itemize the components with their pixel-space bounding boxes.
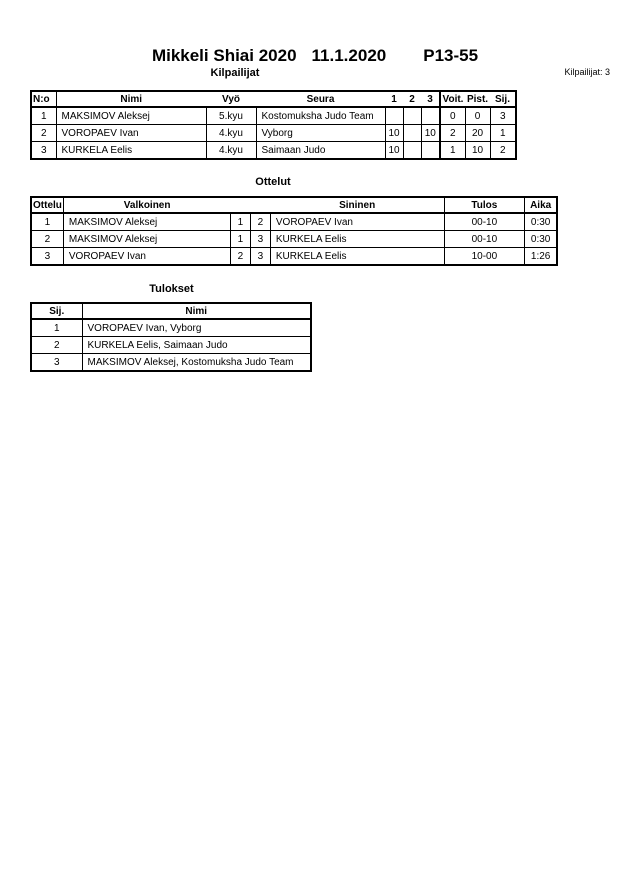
cell-sij: 2	[490, 142, 516, 160]
matches-table	[30, 196, 558, 266]
match-row	[31, 248, 557, 266]
cell-match2	[403, 142, 421, 160]
competitors-header-row	[31, 91, 516, 107]
cell-nimi: KURKELA Eelis	[56, 142, 206, 160]
cell-blue-name: VOROPAEV Ivan	[270, 213, 444, 231]
cell-sij: 3	[490, 107, 516, 125]
cell-seura: Kostomuksha Judo Team	[256, 107, 385, 125]
cell-nimi: VOROPAEV Ivan	[56, 125, 206, 142]
cell-no: 3	[31, 142, 56, 160]
cell-match-number: 3	[31, 248, 63, 266]
cell-voit: 2	[440, 125, 465, 142]
col-header-match3: 3	[421, 91, 440, 107]
col-header-sininen: Sininen	[270, 197, 444, 213]
competitors-heading: Kilpailijat	[210, 67, 260, 79]
results-heading: Tulokset	[149, 283, 194, 295]
cell-white-no: 1	[230, 231, 250, 248]
category-label: P13-55	[423, 46, 479, 65]
col-header-no: N:o	[31, 91, 56, 107]
event-name: Mikkeli Shiai 2020	[151, 46, 297, 65]
cell-blue-name: KURKELA Eelis	[270, 231, 444, 248]
competitor-row	[31, 125, 516, 142]
cell-vyo: 5.kyu	[206, 107, 256, 125]
cell-no: 2	[31, 125, 56, 142]
cell-blue-no: 3	[250, 248, 270, 266]
cell-time: 1:26	[524, 248, 557, 266]
col-header-seura: Seura	[256, 91, 385, 107]
cell-place: 3	[31, 354, 82, 372]
cell-pist: 20	[465, 125, 490, 142]
match-row	[31, 231, 557, 248]
cell-name-club: KURKELA Eelis, Saimaan Judo	[82, 337, 311, 354]
cell-match3: 10	[421, 125, 440, 142]
cell-match3	[421, 107, 440, 125]
cell-match1	[385, 107, 403, 125]
cell-vyo: 4.kyu	[206, 142, 256, 160]
cell-blue-no: 3	[250, 231, 270, 248]
result-row	[31, 337, 311, 354]
cell-match-number: 2	[31, 231, 63, 248]
cell-white-no: 1	[230, 213, 250, 231]
cell-result: 00-10	[444, 231, 524, 248]
cell-name-club: MAKSIMOV Aleksej, Kostomuksha Judo Team	[82, 354, 311, 372]
result-row	[31, 354, 311, 372]
col-header-tulos: Tulos	[444, 197, 524, 213]
cell-blue-no: 2	[250, 213, 270, 231]
cell-place: 2	[31, 337, 82, 354]
col-header-valkoinen: Valkoinen	[63, 197, 230, 213]
cell-result: 00-10	[444, 213, 524, 231]
cell-match2	[403, 107, 421, 125]
cell-match3	[421, 142, 440, 160]
cell-match2	[403, 125, 421, 142]
col-header-match1: 1	[385, 91, 403, 107]
col-header-match2: 2	[403, 91, 421, 107]
cell-match-number: 1	[31, 213, 63, 231]
competitor-row	[31, 107, 516, 125]
cell-pist: 10	[465, 142, 490, 160]
col-header-nimi: Nimi	[82, 303, 311, 319]
competitor-row	[31, 142, 516, 160]
competitor-count: Kilpailijat: 3	[564, 67, 610, 77]
cell-time: 0:30	[524, 213, 557, 231]
cell-white-name: MAKSIMOV Aleksej	[63, 213, 230, 231]
col-header-vyo: Vyö	[206, 91, 256, 107]
cell-voit: 0	[440, 107, 465, 125]
col-header-voit: Voit.	[440, 91, 465, 107]
cell-time: 0:30	[524, 231, 557, 248]
cell-result: 10-00	[444, 248, 524, 266]
cell-no: 1	[31, 107, 56, 125]
cell-white-name: MAKSIMOV Aleksej	[63, 231, 230, 248]
page-title	[0, 46, 630, 66]
results-header-row	[31, 303, 311, 319]
cell-seura: Saimaan Judo	[256, 142, 385, 160]
col-header-nimi: Nimi	[56, 91, 206, 107]
cell-voit: 1	[440, 142, 465, 160]
cell-match1: 10	[385, 142, 403, 160]
col-header-sij: Sij.	[490, 91, 516, 107]
col-header-pist: Pist.	[465, 91, 490, 107]
matches-header-row	[31, 197, 557, 213]
match-row	[31, 213, 557, 231]
cell-name-club: VOROPAEV Ivan, Vyborg	[82, 319, 311, 337]
match-number-columns-header	[230, 197, 270, 213]
results-table	[30, 302, 312, 372]
cell-nimi: MAKSIMOV Aleksej	[56, 107, 206, 125]
cell-seura: Vyborg	[256, 125, 385, 142]
cell-pist: 0	[465, 107, 490, 125]
col-header-aika: Aika	[524, 197, 557, 213]
cell-white-no: 2	[230, 248, 250, 266]
matches-heading: Ottelut	[255, 176, 291, 188]
event-date: 11.1.2020	[311, 46, 387, 65]
cell-blue-name: KURKELA Eelis	[270, 248, 444, 266]
cell-white-name: VOROPAEV Ivan	[63, 248, 230, 266]
cell-vyo: 4.kyu	[206, 125, 256, 142]
col-header-ottelu: Ottelu	[31, 197, 63, 213]
result-row	[31, 319, 311, 337]
cell-match1: 10	[385, 125, 403, 142]
competitors-table	[30, 90, 517, 160]
cell-place: 1	[31, 319, 82, 337]
cell-sij: 1	[490, 125, 516, 142]
col-header-sij: Sij.	[31, 303, 82, 319]
